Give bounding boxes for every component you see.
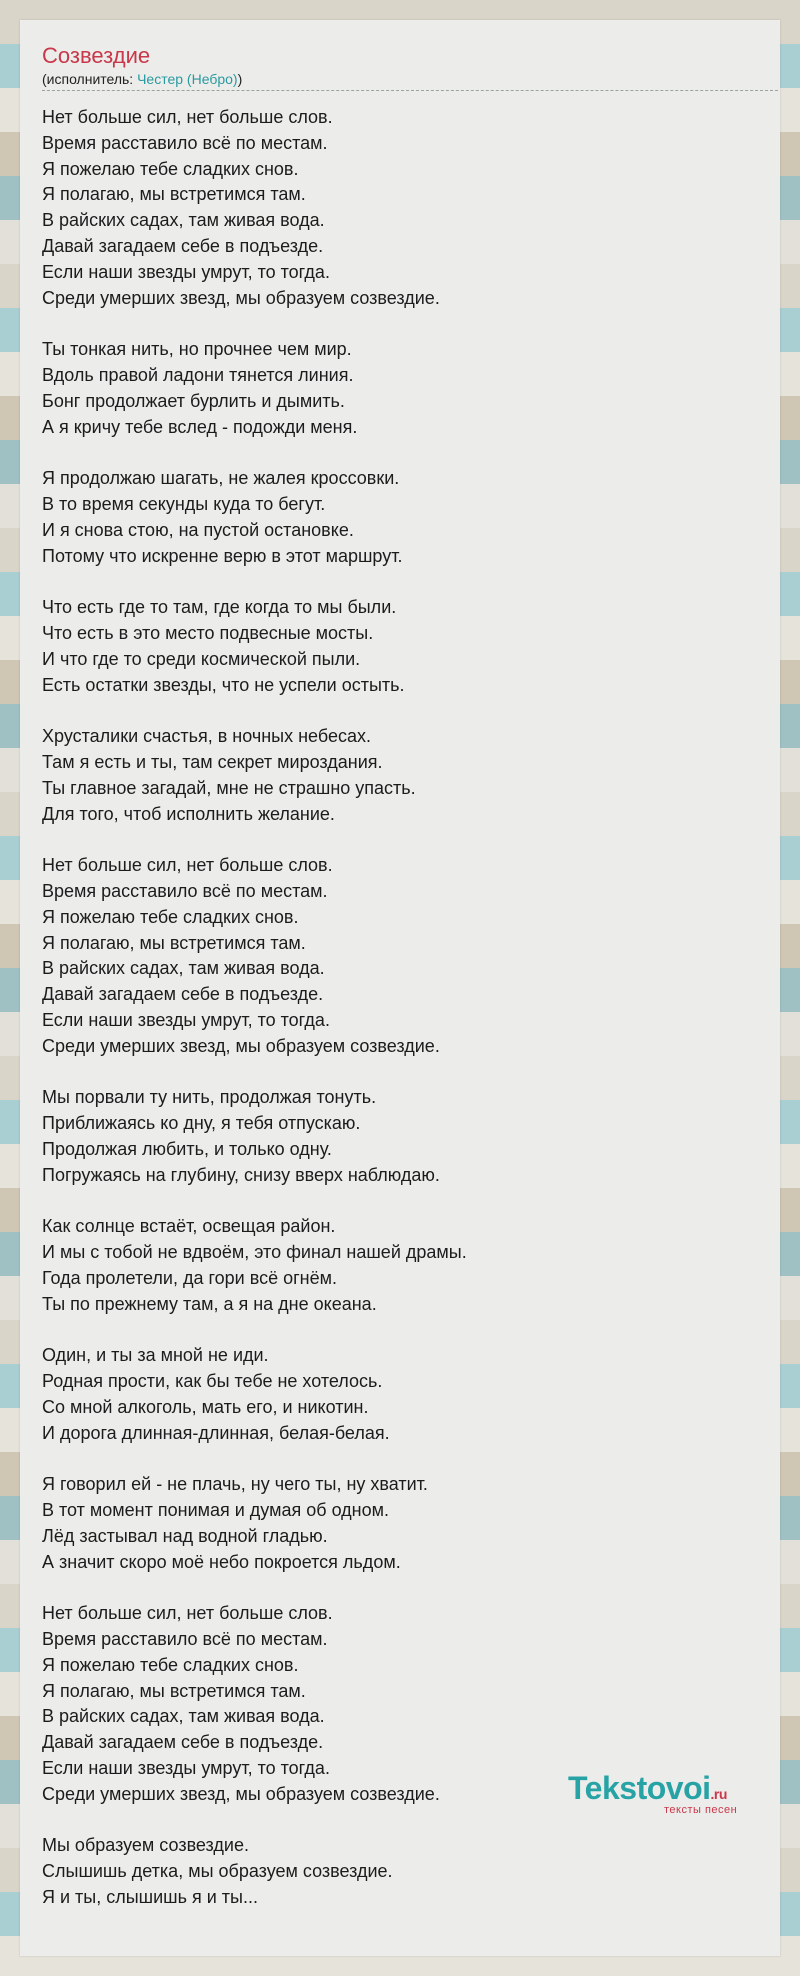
lyrics-line: Ты главное загадай, мне не страшно упасть. [42, 777, 416, 798]
lyrics-line: Среди умерших звезд, мы образуем созвездие. [42, 1783, 440, 1804]
artist-link[interactable]: Честер (Небро) [137, 71, 238, 87]
song-header [42, 42, 778, 91]
lyrics-line: В то время секунды куда то бегут. [42, 493, 326, 514]
lyrics-stanza [42, 1085, 762, 1188]
lyrics-line: Я полагаю, мы встретимся там. [42, 932, 306, 953]
lyrics-line: Потому что искренне верю в этот маршрут. [42, 545, 403, 566]
lyrics-line: Среди умерших звезд, мы образуем созвездие. [42, 1035, 440, 1056]
logo-tagline: тексты песен [664, 1804, 738, 1816]
lyrics-line: И мы с тобой не вдвоём, это финал нашей драмы. [42, 1242, 467, 1263]
logo-domain: .ru [710, 1786, 727, 1802]
lyrics-line: Я пожелаю тебе сладких снов. [42, 158, 299, 179]
lyrics-line: Один, и ты за мной не иди. [42, 1345, 269, 1366]
lyrics-line: Я пожелаю тебе сладких снов. [42, 906, 299, 927]
lyrics-line: И я снова стою, на пустой остановке. [42, 519, 354, 540]
lyrics-line: Если наши звезды умрут, то тогда. [42, 261, 330, 282]
lyrics-line: Время расставило всё по местам. [42, 132, 328, 153]
lyrics-stanza [42, 337, 762, 440]
lyrics-line: И дорога длинная-длинная, белая-белая. [42, 1422, 390, 1443]
lyrics-text [42, 105, 762, 1937]
lyrics-line: В тот момент понимая и думая об одном. [42, 1500, 390, 1521]
lyrics-stanza [42, 1472, 762, 1575]
lyrics-line: Приближаясь ко дну, я тебя отпускаю. [42, 1113, 361, 1134]
lyrics-line: Мы порвали ту нить, продолжая тонуть. [42, 1087, 377, 1108]
lyrics-line: Как солнце встаёт, освещая район. [42, 1216, 336, 1237]
lyrics-line: В райских садах, там живая вода. [42, 1706, 325, 1727]
lyrics-line: Я полагаю, мы встретимся там. [42, 1680, 306, 1701]
lyrics-stanza [42, 1343, 762, 1446]
lyrics-line: Если наши звезды умрут, то тогда. [42, 1758, 330, 1778]
lyrics-line: Я полагаю, мы встретимся там. [42, 184, 306, 205]
lyrics-line: В райских садах, там живая вода. [42, 958, 325, 979]
lyrics-stanza [42, 853, 762, 1059]
lyrics-line: Время расставило всё по местам. [42, 1629, 328, 1650]
lyrics-line: А значит скоро моё небо покроется льдом. [42, 1551, 401, 1572]
lyrics-stanza [42, 1833, 762, 1910]
lyrics-line: Я и ты, слышишь я и ты... [42, 1886, 258, 1907]
logo-main-text: Tekstovoi [568, 1770, 711, 1806]
lyrics-stanza [42, 724, 762, 827]
artist-prefix: (исполнитель: [42, 71, 138, 87]
lyrics-stanza [42, 1214, 762, 1317]
song-title: Созвездие [42, 43, 151, 68]
lyrics-line: Продолжая любить, и только одну. [42, 1138, 332, 1159]
lyrics-line: Нет больше сил, нет больше слов. [42, 107, 333, 127]
lyrics-line: Вдоль правой ладони тянется линия. [42, 364, 354, 385]
lyrics-line: Есть остатки звезды, что не успели остыть. [42, 674, 405, 695]
lyrics-line: Я пожелаю тебе сладких снов. [42, 1654, 299, 1675]
lyrics-line: Лёд застывал над водной гладью. [42, 1525, 328, 1546]
lyrics-line: Что есть где то там, где когда то мы были. [42, 597, 397, 618]
lyrics-line: Что есть в это место подвесные мосты. [42, 622, 374, 643]
lyrics-stanza [42, 105, 762, 311]
lyrics-line: Давай загадаем себе в подъезде. [42, 235, 324, 256]
lyrics-line: А я кричу тебе вслед - подожди меня. [42, 416, 358, 437]
artist-suffix: ) [237, 71, 243, 87]
lyrics-line: Я продолжаю шагать, не жалея кроссовки. [42, 468, 400, 489]
lyrics-stanza [42, 466, 762, 569]
lyrics-page [20, 20, 780, 1956]
lyrics-line: Мы образуем созвездие. [42, 1835, 249, 1856]
lyrics-line: В райских садах, там живая вода. [42, 210, 325, 231]
lyrics-line: Слышишь детка, мы образуем созвездие. [42, 1861, 393, 1882]
lyrics-stanza [42, 595, 762, 698]
lyrics-line: Давай загадаем себе в подъезде. [42, 984, 324, 1005]
lyrics-line: Со мной алкоголь, мать его, и никотин. [42, 1396, 369, 1417]
lyrics-line: Я говорил ей - не плачь, ну чего ты, ну хватит. [42, 1474, 428, 1495]
lyrics-line: Ты по прежнему там, а я на дне океана. [42, 1293, 377, 1314]
lyrics-line: Давай загадаем себе в подъезде. [42, 1732, 324, 1753]
lyrics-line: Погружаясь на глубину, снизу вверх наблюдаю. [42, 1164, 440, 1185]
lyrics-line: Хрусталики счастья, в ночных небесах. [42, 726, 371, 747]
site-logo[interactable] [568, 1770, 788, 1842]
lyrics-line: Нет больше сил, нет больше слов. [42, 1603, 333, 1624]
artist-line [42, 70, 778, 91]
lyrics-line: Родная прости, как бы тебе не хотелось. [42, 1371, 383, 1392]
lyrics-line: Года пролетели, да гори всё огнём. [42, 1267, 338, 1288]
lyrics-line: Если наши звезды умрут, то тогда. [42, 1009, 330, 1030]
lyrics-line: Там я есть и ты, там секрет мироздания. [42, 751, 383, 772]
lyrics-line: Нет больше сил, нет больше слов. [42, 855, 333, 876]
lyrics-line: Для того, чтоб исполнить желание. [42, 803, 335, 824]
lyrics-line: И что где то среди космической пыли. [42, 648, 361, 669]
lyrics-line: Ты тонкая нить, но прочнее чем мир. [42, 339, 352, 360]
lyrics-line: Бонг продолжает бурлить и дымить. [42, 390, 345, 411]
lyrics-line: Время расставило всё по местам. [42, 880, 328, 901]
lyrics-line: Среди умерших звезд, мы образуем созвездие. [42, 287, 440, 308]
